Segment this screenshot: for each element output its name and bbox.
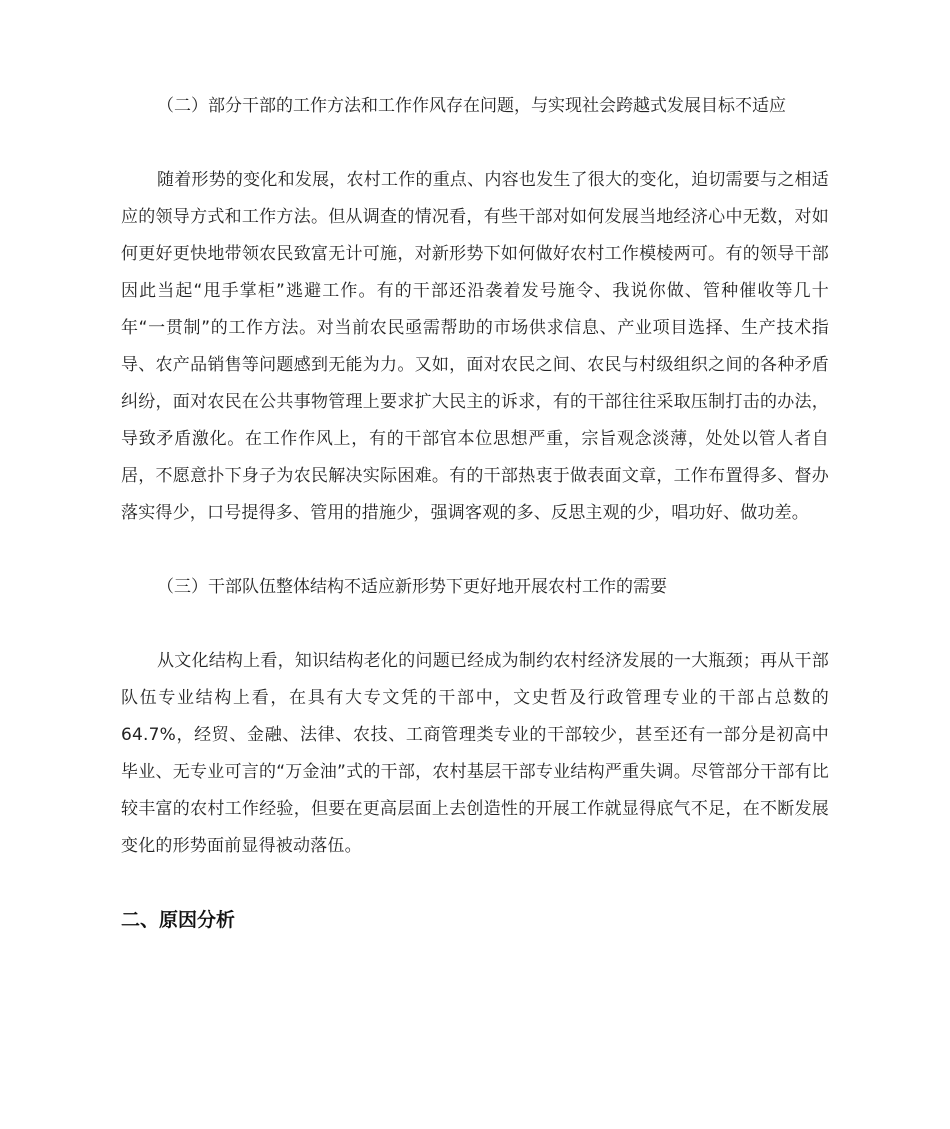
subheading-3: （三）干部队伍整体结构不适应新形势下更好地开展农村工作的需要 [157, 577, 667, 597]
spacer [121, 606, 829, 643]
spacer [121, 125, 829, 162]
subheading-2: （二）部分干部的工作方法和工作作风存在问题，与实现社会跨越式发展目标不适应 [157, 96, 786, 116]
document-body [121, 88, 829, 939]
paragraph-team-structure: 从文化结构上看，知识结构老化的问题已经成为制约农村经济发展的一大瓶颈；再从干部队伍专业结构上看，在具有大专文凭的干部中，文史哲及行政管理专业的干部占总数的 64.7%，经贸、金融、法律、农技、工商管理类专业的干部较少，甚至还有一部分是初高中毕业、无专业可言的“万金油”式的干部，农村基层干部专业结构严重失调。尽管部分干部有比较丰富的农村工作经验，但要在更高层面上去创造性的开展工作就显得底气不足，在不断发展变化的形势面前显得被动落伍。 [121, 651, 829, 856]
section-title: 二、原因分析 [121, 909, 236, 931]
spacer [121, 865, 829, 902]
paragraph-work-methods: 随着形势的变化和发展，农村工作的重点、内容也发生了很大的变化，迫切需要与之相适应的领导方式和工作方法。但从调查的情况看，有些干部对如何发展当地经济心中无数，对如何更好更快地带领农民致富无计可施，对新形势下如何做好农村工作模棱两可。有的领导干部因此当起“甩手掌柜”逃避工作。有的干部还沿袭着发号施令、我说你做、管种催收等几十年“一贯制”的工作方法。对当前农民亟需帮助的市场供求信息、产业项目选择、生产技术指导、农产品销售等问题感到无能为力。又如，面对农民之间、农民与村级组织之间的各种矛盾纠纷，面对农民在公共事物管理上要求扩大民主的诉求，有的干部往往采取压制打击的办法，导致矛盾激化。在工作作风上，有的干部官本位思想严重，宗旨观念淡薄，处处以管人者自居，不愿意扑下身子为农民解决实际困难。有的干部热衷于做表面文章，工作布置得多、督办落实得少，口号提得多、管用的措施少，强调客观的多、反思主观的少，唱功好、做功差。 [121, 170, 829, 523]
spacer [121, 532, 829, 569]
